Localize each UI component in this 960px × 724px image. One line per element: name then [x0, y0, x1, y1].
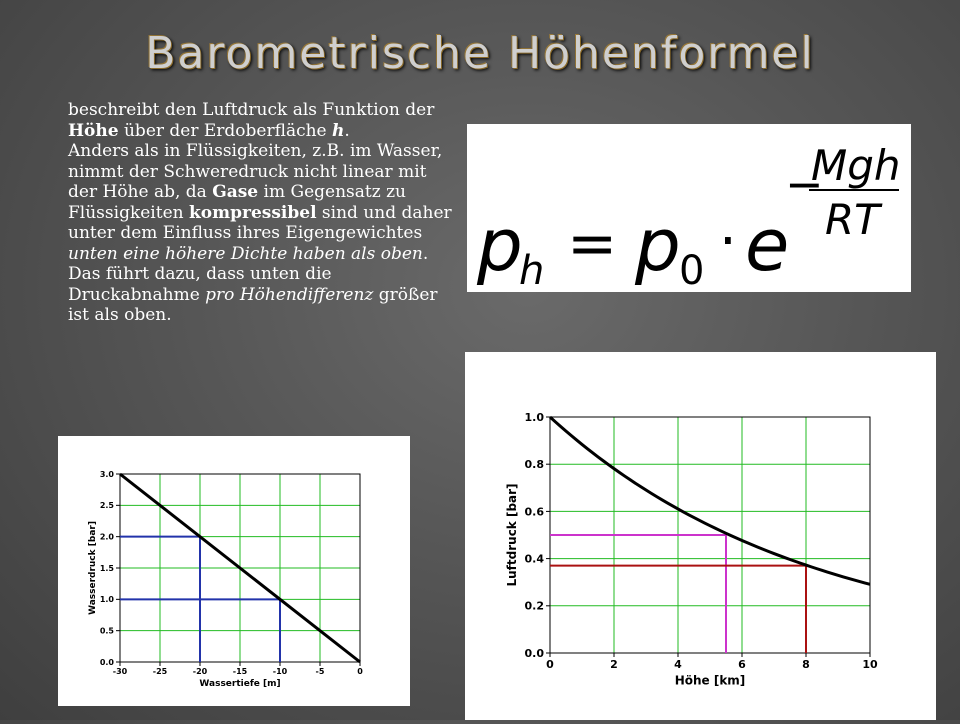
y-tick-label: 0.4	[524, 552, 544, 566]
y-tick-label: 0.6	[524, 505, 544, 519]
air-pressure-chart-box	[465, 352, 936, 720]
body-text-run: über der Erdoberfläche	[118, 120, 333, 141]
formula-dot: ·	[719, 209, 737, 274]
formula-denominator: RT	[825, 195, 880, 244]
body-text-run: . Das führt dazu, dass unten die Druckabnahme	[68, 243, 429, 305]
x-tick-label: 0	[357, 667, 363, 676]
y-tick-label: 0.8	[524, 458, 544, 472]
body-text-run: beschreibt den Luftdruck als Funktion der	[68, 100, 435, 120]
y-tick-label: 0.0	[524, 646, 544, 660]
x-tick-label: -20	[192, 667, 208, 676]
formula-numerator: Mgh	[811, 141, 901, 190]
body-text-run: im Gegensatz zu Flüssigkeiten	[68, 182, 406, 223]
formula	[467, 124, 911, 292]
x-tick-label: 6	[738, 658, 746, 671]
x-axis-label: Höhe [km]	[674, 673, 746, 688]
x-tick-label: 0	[546, 658, 554, 671]
y-tick-label: 0.0	[99, 657, 114, 667]
slide-title: Barometrische Höhenformel	[145, 28, 815, 79]
formula-rhs-sub: 0	[679, 248, 705, 292]
body-text	[68, 100, 458, 326]
formula-minus: −	[785, 157, 824, 211]
formula-exp-base: e	[745, 203, 790, 287]
body-text-run: .	[344, 120, 350, 141]
formula-lhs-sub: h	[519, 248, 545, 292]
x-tick-label: -30	[112, 667, 128, 676]
body-text-run: h	[332, 120, 345, 141]
body-text-run: größer ist als oben.	[68, 284, 438, 325]
y-tick-label: 2.5	[99, 501, 114, 511]
body-text-run: sind und daher unter dem Einfluss ihres Eigengewichtes	[68, 202, 452, 243]
x-tick-label: -25	[152, 667, 168, 676]
y-tick-label: 0.5	[99, 626, 114, 636]
formula-box	[467, 124, 911, 292]
x-tick-label: 8	[802, 658, 810, 671]
formula-rhs-base: p	[635, 203, 681, 287]
body-text-run: unten eine höhere Dichte haben als oben	[68, 243, 423, 264]
body-text-run: Höhe	[68, 120, 119, 141]
body-text-run: Gase	[212, 182, 259, 202]
x-tick-label: -5	[315, 667, 325, 676]
x-axis-label: Wassertiefe [m]	[199, 679, 281, 689]
y-tick-label: 2.0	[99, 532, 114, 542]
air-pressure-chart	[465, 352, 936, 720]
data-series-line	[550, 417, 870, 584]
formula-equals: =	[567, 209, 618, 279]
x-tick-label: -10	[272, 667, 288, 676]
reference-drop-line	[550, 535, 726, 653]
body-text-run: Anders als in Flüssigkeiten, z.B. im Wasser, nimmt der Schweredruck nicht linear mit der Höhe ab, da	[68, 141, 443, 202]
x-tick-label: 4	[674, 658, 682, 671]
body-text-run: pro Höhendifferenz	[205, 284, 374, 305]
y-tick-label: 0.2	[524, 599, 544, 613]
y-tick-label: 1.0	[99, 595, 114, 605]
y-tick-label: 1.0	[524, 410, 544, 424]
y-tick-label: 3.0	[99, 469, 114, 479]
formula-lhs-base: p	[477, 203, 523, 287]
y-tick-label: 1.5	[99, 563, 114, 573]
body-text-run: kompressibel	[189, 202, 317, 223]
y-axis-label: Wasserdruck [bar]	[88, 521, 99, 615]
x-tick-label: 2	[610, 658, 618, 671]
y-axis-label: Luftdruck [bar]	[504, 483, 519, 587]
water-pressure-chart-box	[58, 436, 410, 706]
x-tick-label: 10	[862, 658, 878, 671]
x-tick-label: -15	[232, 667, 248, 676]
water-pressure-chart	[58, 436, 410, 706]
